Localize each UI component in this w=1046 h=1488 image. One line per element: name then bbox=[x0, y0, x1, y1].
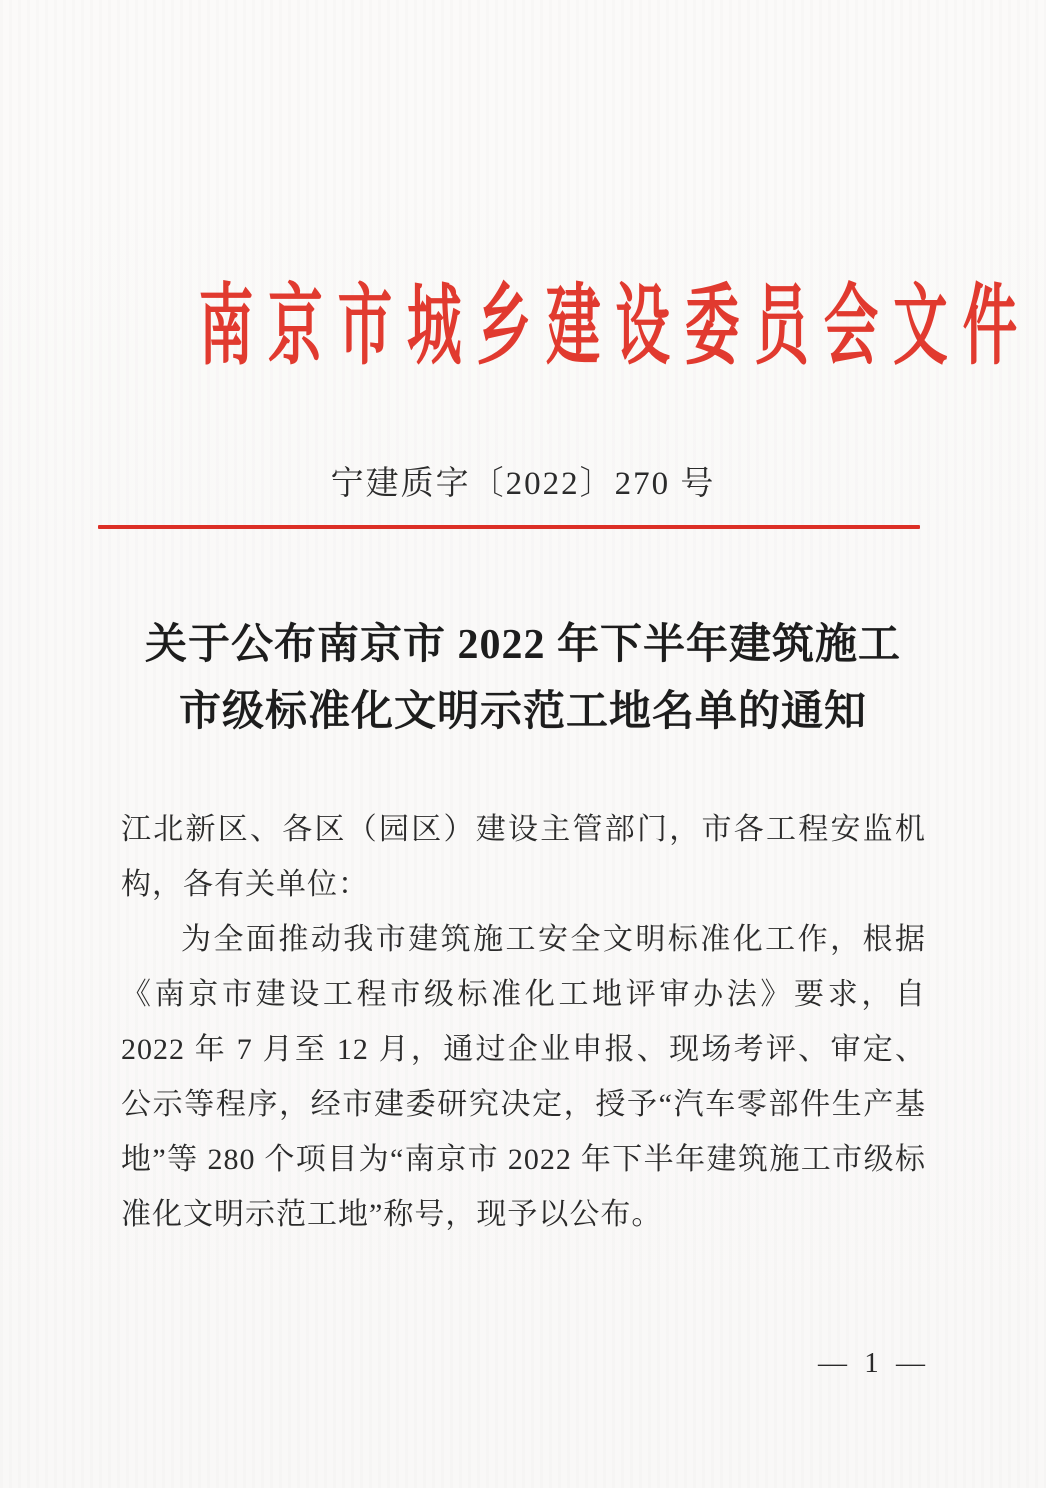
page-number: — 1 — bbox=[818, 1347, 925, 1379]
notice-title-line-1: 关于公布南京市 2022 年下半年建筑施工 bbox=[144, 622, 901, 668]
agency-header-title: 南京市城乡建设委员会文件 bbox=[198, 279, 1033, 376]
red-divider-line bbox=[98, 525, 920, 529]
salutation-line: 江北新区、各区（园区）建设主管部门，市各工程安监机构，各有关单位： bbox=[121, 813, 926, 901]
notice-body bbox=[121, 802, 926, 1242]
body-paragraph: 为全面推动我市建筑施工安全文明标准化工作，根据《南京市建设工程市级标准化工地评审办法》要求，自 2022 年 7 月至 12 月，通过企业申报、现场考评、审定、公示等程序，经市建委研究决定，授予“汽车零部件生产基地”等 280 个项目为“南京市 2022 年下半年建筑施工市级标准化文明示范工地”称号，现予以公布。 bbox=[121, 923, 926, 1231]
notice-title-line-2: 市级标准化文明示范工地名单的通知 bbox=[178, 689, 867, 735]
notice-title bbox=[0, 612, 1046, 746]
document-reference-number: 宁建质字〔2022〕270 号 bbox=[330, 466, 716, 502]
